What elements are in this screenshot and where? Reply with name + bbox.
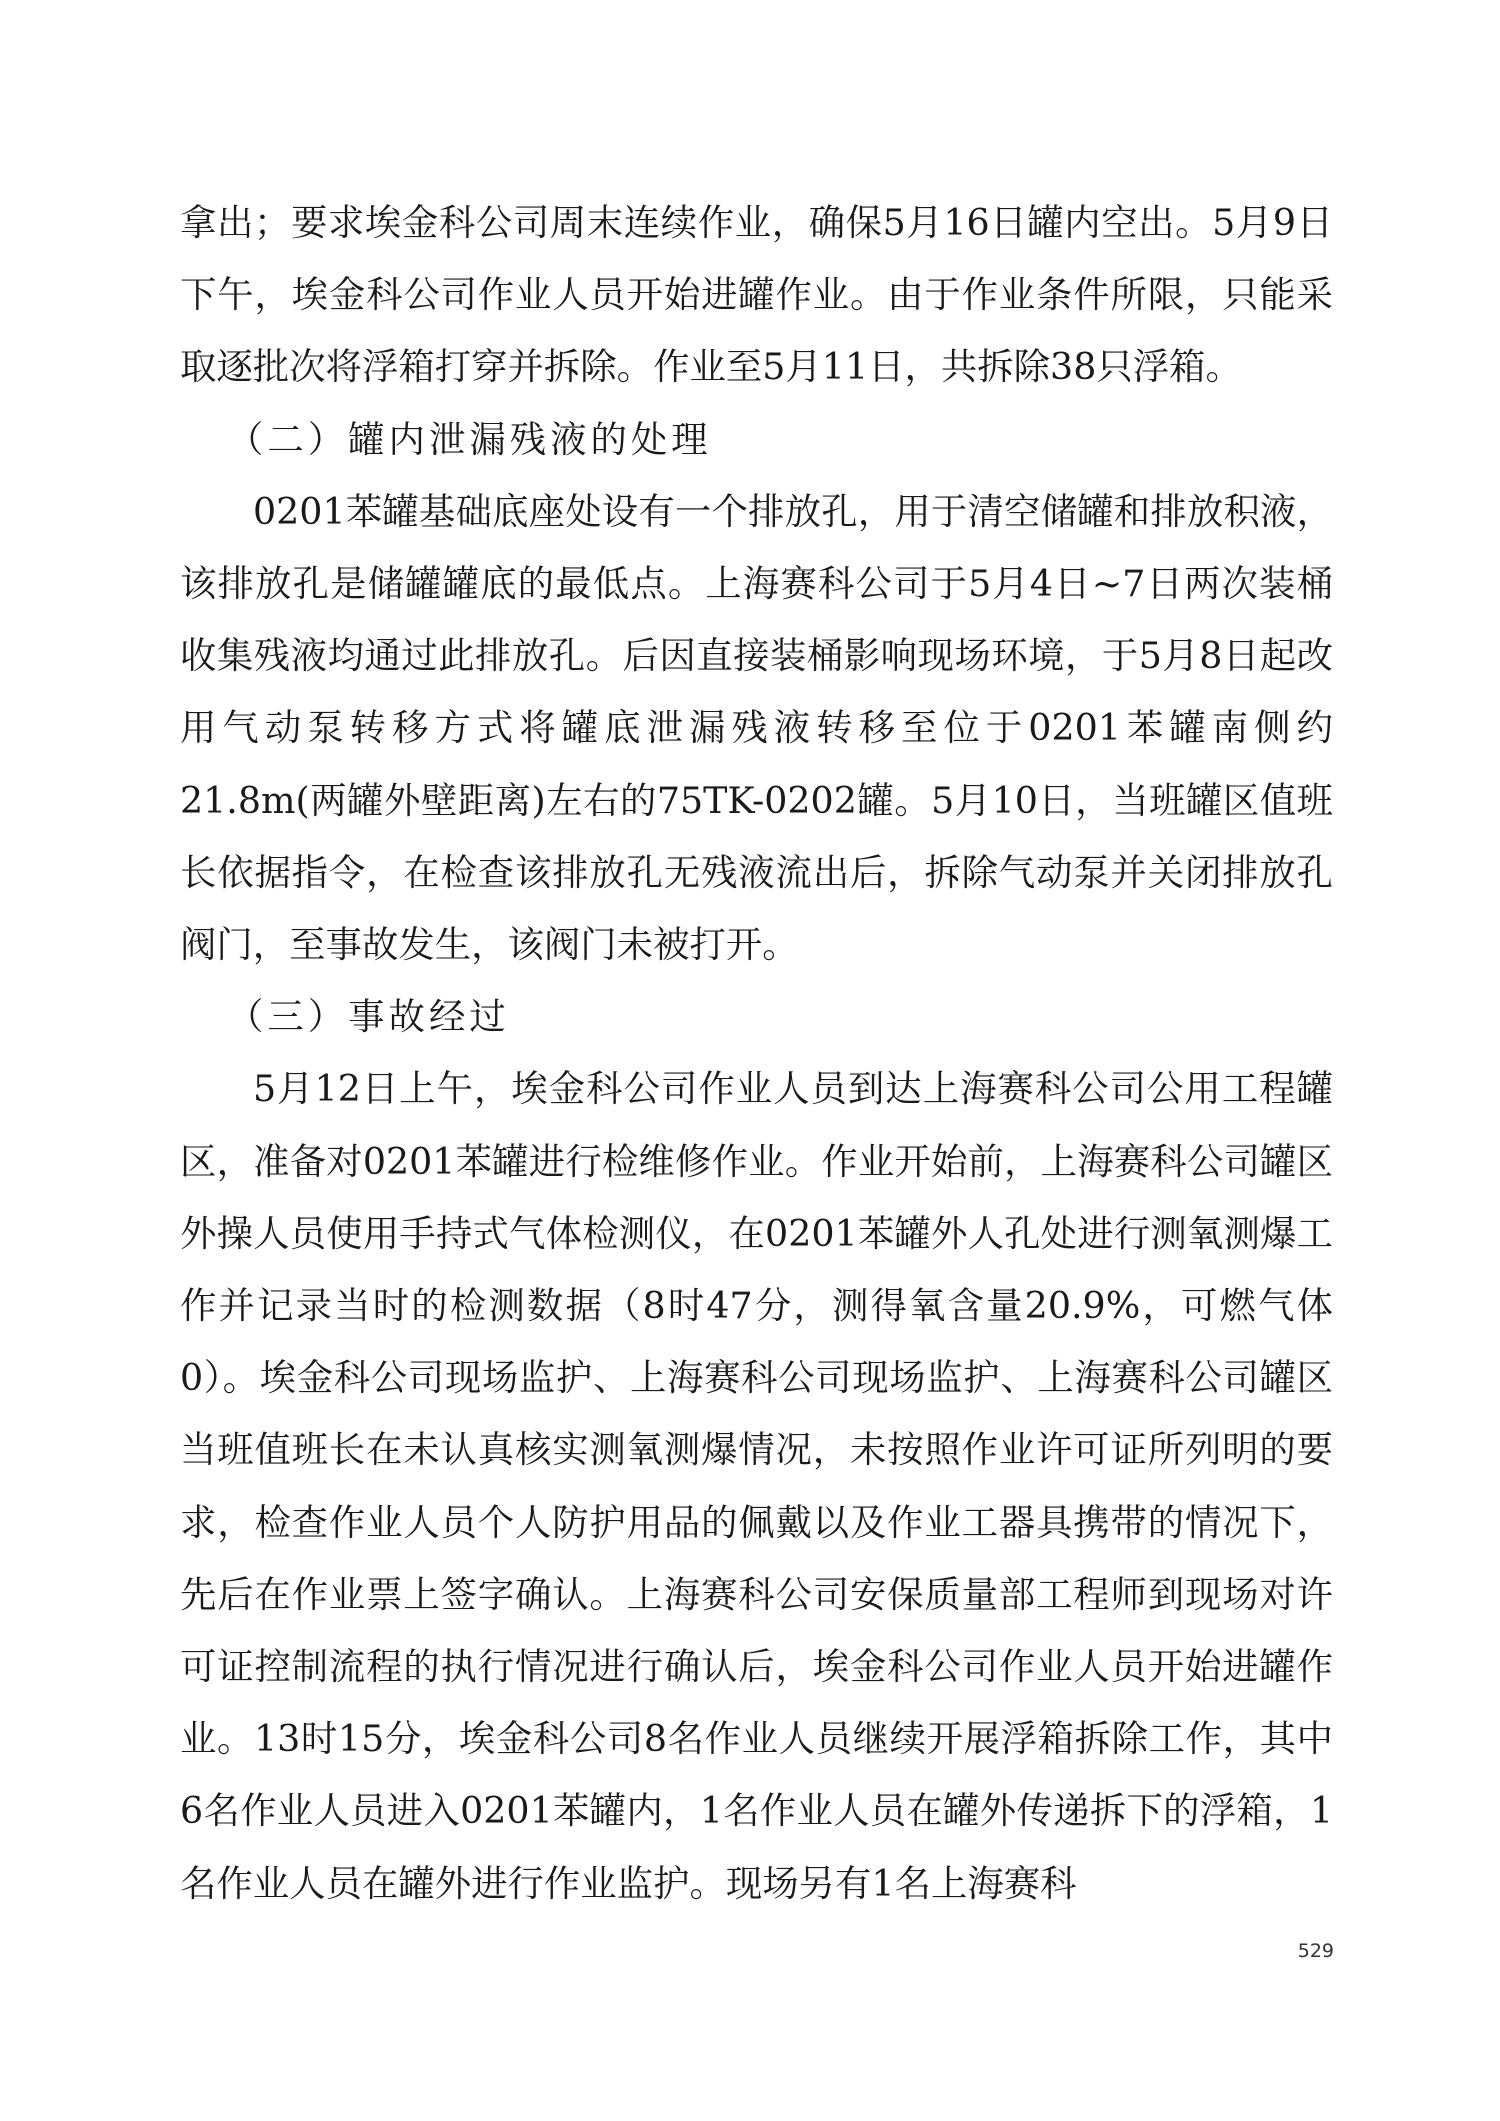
section-heading-2: （二）罐内泄漏残液的处理 [227,417,712,461]
page-number: 529 [1297,1940,1334,1962]
paragraph-residue-handling: 0201苯罐基础底座处设有一个排放孔，用于清空储罐和排放积液，该排放孔是储罐罐底的最低点。上海赛科公司于5月4日~7日两次装桶收集残液均通过此排放孔。后因直接装桶影响现场环境，于5月8日起改用气动泵转移方式将罐底泄漏残液转移至位于0201苯罐南侧约21.8m(两罐外壁距离)左右的75TK-0202罐。5月10日，当班罐区值班长依据指令，在检查该排放孔无残液流出后，拆除气动泵并关闭排放孔阀门，至事故发生，该阀门未被打开。 [180,489,1333,967]
paragraph-accident-course: 5月12日上午，埃金科公司作业人员到达上海赛科公司公用工程罐区，准备对0201苯罐进行检维修作业。作业开始前，上海赛科公司罐区外操人员使用手持式气体检测仪，在0201苯罐外人孔处进行测氧测爆工作并记录当时的检测数据（8时47分，测得氧含量20.9%，可燃气体0）。埃金科公司现场监护、上海赛科公司现场监护、上海赛科公司罐区当班值班长在未认真核实测氧测爆情况，未按照作业许可证所列明的要求，检查作业人员个人防护用品的佩戴以及作业工器具携带的情况下，先后在作业票上签字确认。上海赛科公司安保质量部工程师到现场对许可证控制流程的执行情况进行确认后，埃金科公司作业人员开始进罐作业。13时15分，埃金科公司8名作业人员继续开展浮箱拆除工作，其中6名作业人员进入0201苯罐内，1名作业人员在罐外传递拆下的浮箱，1名作业人员在罐外进行作业监护。现场另有1名上海赛科 [180,1067,1333,1905]
document-body [180,187,1333,1920]
section-heading-3: （三）事故经过 [227,995,510,1039]
paragraph-continued: 拿出；要求埃金科公司周末连续作业，确保5月16日罐内空出。5月9日下午，埃金科公司作业人员开始进罐作业。由于作业条件所限，只能采取逐批次将浮箱打穿并拆除。作业至5月11日，共拆除38只浮箱。 [180,201,1333,389]
